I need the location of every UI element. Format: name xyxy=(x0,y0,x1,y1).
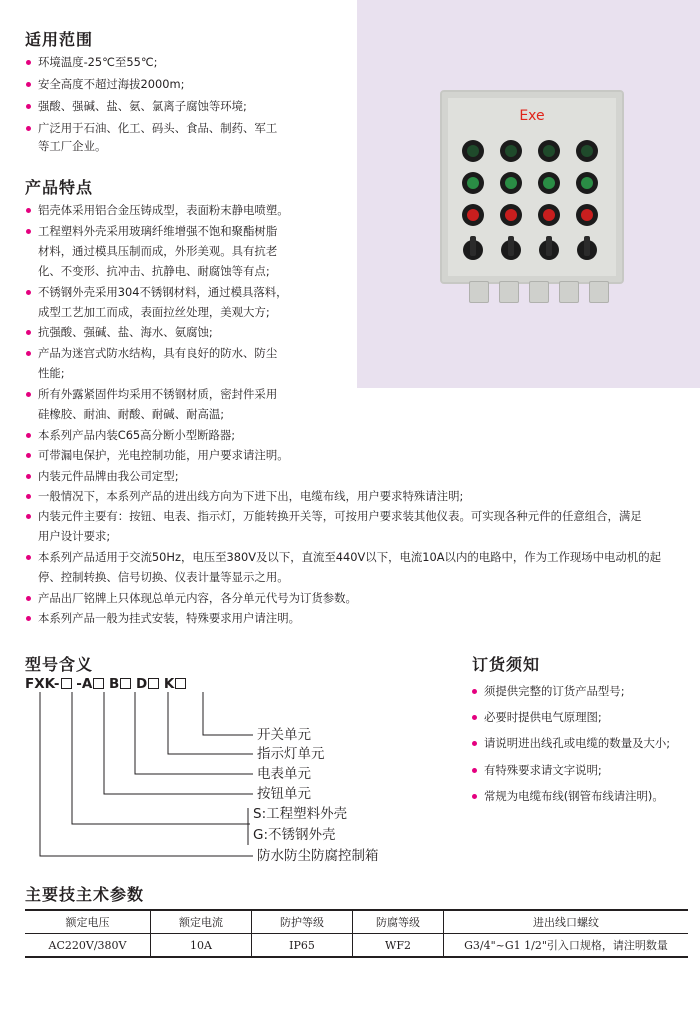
scope-item-cont: 等工厂企业。 xyxy=(38,139,107,153)
params-table xyxy=(25,909,688,958)
feature-item: 本系列产品内装C65高分断小型断路器; xyxy=(38,428,235,442)
feature-cont: 停、控制转换、信号切换、仪表计量等显示之用。 xyxy=(38,570,289,584)
params-cell: G3/4"~G1 1/2"引入口规格，请注明数量 xyxy=(444,934,689,958)
feature-cont: 材料，通过模具压制而成，外形美观。具有抗老 xyxy=(38,244,278,258)
order-title: 订货须知 xyxy=(472,655,541,674)
order-item: 必要时提供电气原理图; xyxy=(484,710,602,724)
params-title: 主要技主术参数 xyxy=(25,885,145,904)
feature-cont: 化、不变形、抗冲击、抗静电、耐腐蚀等有点; xyxy=(38,264,270,278)
feature-cont: 硅橡胶、耐油、耐酸、耐碱、耐高温; xyxy=(38,407,225,421)
feature-item: 产品为迷宫式防水结构，具有良好的防水、防尘 xyxy=(38,346,277,360)
feature-item: 不锈钢外壳采用304不锈钢材料，通过模具落料， xyxy=(38,285,288,299)
model-label: 指示灯单元 xyxy=(257,746,325,762)
exe-label: Exe xyxy=(519,108,545,124)
params-cell: 10A xyxy=(151,934,252,958)
params-header: 防护等级 xyxy=(252,910,353,934)
feature-item: 可带漏电保护，光电控制功能，用户要求请注明。 xyxy=(38,448,289,462)
scope-item: 强酸、强碱、盐、氨、氯离子腐蚀等环境; xyxy=(38,99,247,113)
model-label: 电表单元 xyxy=(257,766,311,782)
scope-item: 广泛用于石油、化工、码头、食品、制药、军工 xyxy=(38,121,277,135)
params-header-row xyxy=(25,910,688,934)
model-label: 按钮单元 xyxy=(257,786,311,802)
order-item: 须提供完整的订货产品型号; xyxy=(484,684,625,698)
model-label: S:工程塑料外壳 xyxy=(253,806,348,822)
model-label: 防水防尘防腐控制箱 xyxy=(257,848,379,864)
model-label: 开关单元 xyxy=(257,727,311,743)
feature-item: 抗强酸、强碱、盐、海水、氨腐蚀; xyxy=(38,325,213,339)
order-item: 请说明进出线孔或电缆的数量及大小; xyxy=(484,736,670,750)
feature-item: 内装元件品牌由我公司定型; xyxy=(38,469,179,483)
order-item: 有特殊要求请文字说明; xyxy=(484,763,602,777)
params-header: 额定电压 xyxy=(25,910,151,934)
feature-item: 一般情况下，本系列产品的进出线方向为下进下出，电缆布线，用户要求特殊请注明; xyxy=(38,489,463,503)
feature-cont: 用户设计要求; xyxy=(38,529,111,543)
model-label: G:不锈钢外壳 xyxy=(253,827,336,843)
feature-item: 本系列产品适用于交流50Hz，电压至380V及以下，直流至440V以下，电流10A以内的电路中，作为工作现场中电动机的起 xyxy=(38,550,661,564)
feature-item: 本系列产品一般为挂式安装，特殊要求用户请注明。 xyxy=(38,611,300,625)
params-cell: IP65 xyxy=(252,934,353,958)
feature-item: 工程塑料外壳采用玻璃纤维增强不饱和聚酯树脂 xyxy=(38,224,277,238)
scope-title: 适用范围 xyxy=(25,30,94,49)
feature-item: 所有外露紧固件均采用不锈钢材质，密封件采用 xyxy=(38,387,277,401)
model-title: 型号含义 xyxy=(25,655,94,674)
table-row xyxy=(25,934,688,958)
model-code: FXK- -A B D K xyxy=(25,676,186,692)
order-item: 常规为电缆布线(钢管布线请注明)。 xyxy=(484,789,664,803)
feature-item: 铝壳体采用铝合金压铸成型，表面粉末静电喷塑。 xyxy=(38,203,289,217)
params-header: 额定电流 xyxy=(151,910,252,934)
params-header: 防腐等级 xyxy=(353,910,444,934)
scope-item: 环境温度-25℃至55℃; xyxy=(38,55,157,69)
params-cell: AC220V/380V xyxy=(25,934,151,958)
feature-item: 内装元件主要有：按钮、电表、指示灯，万能转换开关等，可按用户要求装其他仪表。可实现各种元件的任意组合，满足 xyxy=(38,509,642,523)
params-header: 进出线口螺纹 xyxy=(444,910,689,934)
params-cell: WF2 xyxy=(353,934,444,958)
feature-item: 产品出厂铭牌上只体现总单元内容，各分单元代号为订货参数。 xyxy=(38,591,357,605)
scope-item: 安全高度不超过海拔2000m; xyxy=(38,77,184,91)
feature-cont: 性能; xyxy=(38,366,65,380)
feature-cont: 成型工艺加工而成，表面拉丝处理，美观大方; xyxy=(38,305,270,319)
features-title: 产品特点 xyxy=(25,178,94,197)
